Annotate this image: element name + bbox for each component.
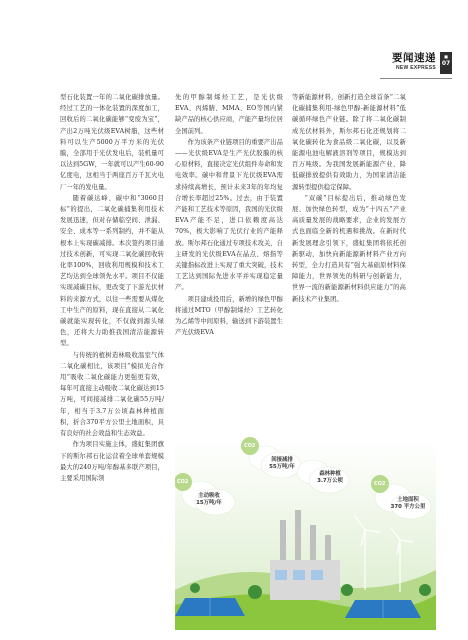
header-rule <box>380 78 452 79</box>
paragraph: 型石化装置一年的二氧化碳排放量。经过工艺的一体化装置的深度加工，回收后的二氧化碳能够“变废为宝”，产出2万吨光伏级EVA树脂，这些材料可以生产5000万平方米的光伏膜，全部用于光伏发电后，装机量可以达到5GW，一年就可以产生60-90亿度电，这相当于两座百万千瓦火电厂一年的发电量。 <box>60 94 164 191</box>
paragraph: “双碳”目标提出后，推动绿色发展、加快绿色转型，成为“十四五”产业高质量发展的战略要求，企业的发展方式也面临全新的机遇和挑战。在新时代新发展理念引领下，盛虹集团将依托创新驱动，加快向新能源新材料产业方向转型，全力打造具有“强大基础原材料保障能力，世界领先的科研与创新能力，世界一流的新能源新材料供应能力”的高新技术产业集团。 <box>292 194 406 303</box>
section-title: 要闻速递 <box>392 52 436 64</box>
paragraph: 先的甲醇制烯烃工艺，是光伏级EVA、丙烯腈、MMA、EO等国内紧缺产品的核心供应商，产能产量均位居全国前列。 <box>175 94 283 135</box>
co2-label: CO2 <box>244 443 256 449</box>
carbon-infographic <box>175 420 436 630</box>
cloud-label-indirect-reduction <box>262 457 302 471</box>
paragraph: 作为该条产业链项目的重要产出品——光伏级EVA是生产光伏胶膜的核心原材料，直接决定光伏组件寿命和发电效率。碳中和背景下光伏级EVA需求持续高增长，预计未来3年的年均复合增长率超过25%。过去，由于装置产能和工艺技术等原因，我国的光伏级EVA产能不足，进口依赖度高达70%，极大影响了光伏行业的产能释放。斯尔邦石化通过专项技术攻关，自主研发的光伏级EVA在晶点、熔指等关键指标改进上实现了重大突破，技术工艺达到国际先进水平并实现稳定量产。 <box>175 138 283 292</box>
paragraph: 项目建成投用后，新增的绿色甲醇将通过MTO（甲醇制烯烃）工艺转化为乙烯等中间原料，输送到下游装置生产光伏级EVA <box>175 295 283 337</box>
paragraph: 作为项目实施主体，盛虹集团旗下的斯尔邦石化运营着全球单套规模最大的240万吨/年醇基多联产项目，主要采用国际领 <box>60 441 164 482</box>
page-tag <box>440 52 452 74</box>
cloud-label-value: 370 平方公里 <box>390 504 426 510</box>
page-number: 07 <box>441 60 451 67</box>
cloud-label-title: 森林种植 <box>319 471 341 477</box>
cloud-label-forest <box>309 471 351 485</box>
infographic-illustration <box>175 420 436 630</box>
text-column-1 <box>60 92 164 484</box>
co2-label: CO2 <box>374 481 386 487</box>
cloud-label-value: 15万吨/年 <box>196 500 222 506</box>
cloud-label-land-area <box>385 497 431 511</box>
cloud-label-title: 土地面积 <box>397 497 419 503</box>
text-column-3 <box>292 92 406 305</box>
tag-mark: ■ <box>444 54 448 59</box>
section-header <box>392 52 452 78</box>
cloud-label-active-absorption <box>189 493 229 507</box>
cloud-label-title: 间接减排 <box>271 457 293 463</box>
co2-label: CO2 <box>177 479 189 485</box>
cloud-label-value: 55万吨/年 <box>269 464 295 470</box>
cloud-label-title: 主动吸收 <box>198 493 220 499</box>
cloud-label-value: 3.7万公顷 <box>317 478 343 484</box>
brand-block <box>392 52 436 72</box>
paragraph: 随着碳达峰、碳中和“3060目标”的提出，二氧化碳捕集利用技术发展迅速，但对存储临空间、泄漏、安全、成本等一系列制约，并不能从根本上实现碳减排。本次签约项目通过技术创新，可实现二氧化碳回收转化率100%，回收利用规模和技术工艺均达到全球领先水平。项目不仅能实现减碳目标，更改变了下游光伏材料的来源方式，以往一些需要从煤化工中生产的原料，现在直接从二氧化碳就能实现转化，不仅做到源头绿色，还将大力助推我国清洁能源转型。 <box>60 194 164 348</box>
section-subtitle: NEW EXPRESS <box>396 65 436 71</box>
text-column-2 <box>175 92 283 338</box>
paragraph: 等新能源材料，创新打造全球首条“二氧化碳捕集利用-绿色甲醇-新能源材料”低碳循环绿色产业链。除了将二氧化碳制成光伏材料外，斯尔邦石化还规划将二氧化碳转化为食品级二氧化碳，以及新能源电池电解液溶剂等项目，规模达到百万吨级。为我国发展新能源产业、降低碳排放提供有效助力，为国家清洁能源转型提供稳定保障。 <box>292 94 406 191</box>
paragraph: 与传统的植树造林吸收温室气体二氧化碳相比，该项目“模拟光合作用”吸收二氧化碳能力更强更有效，每年可直接主动吸收二氧化碳达到15万吨，可间接减排二氧化碳55万吨/年，相当于3.7万公顷森林种植面积，折合370平方公里土地面积，具有良好的社会效益和生态效益。 <box>60 351 164 438</box>
